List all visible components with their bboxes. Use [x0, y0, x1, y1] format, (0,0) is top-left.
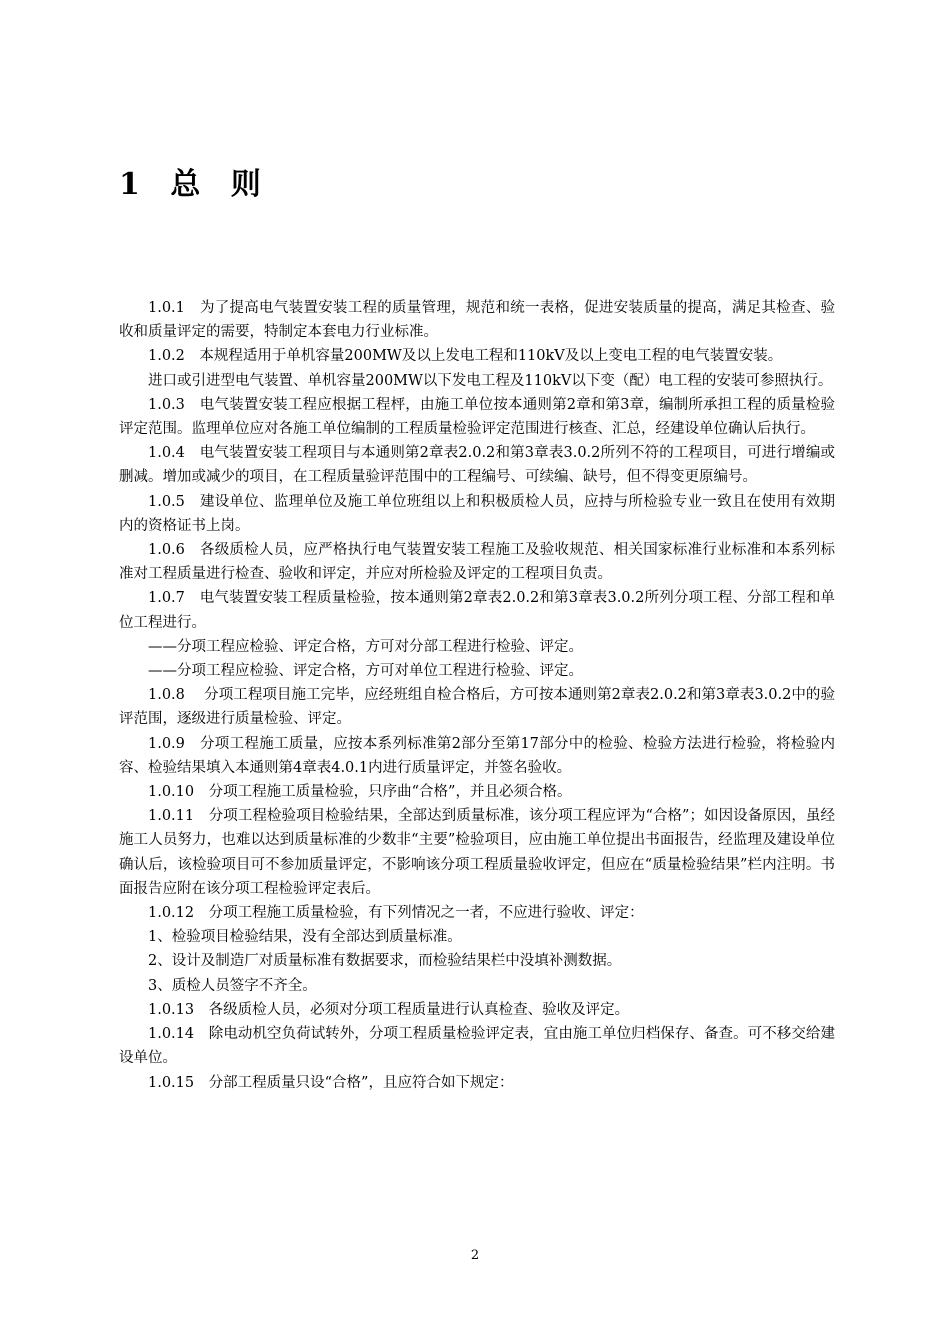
- clause-1-0-12-item-3: 3、质检人员签字不齐全。: [148, 977, 317, 994]
- clause-1-0-8: 1.0.8 分项工程项目施工完毕，应经班组自检合格后，方可按本通则第2章表2.0.2和第3章表3.0.2中的验评范围，逐级进行质量检验、评定。: [119, 687, 835, 728]
- clause-1-0-10: 1.0.10 分项工程施工质量检验，只序曲“合格”，并且必须合格。: [148, 784, 572, 801]
- clause-1-0-1: 1.0.1 为了提高电气装置安装工程的质量管理，规范和统一表格，促进安装质量的提高，满足其检查、验收和质量评定的需要，特制定本套电力行业标准。: [119, 300, 835, 341]
- clause-1-0-13: 1.0.13 各级质检人员，必须对分项工程质量进行认真检查、验收及评定。: [148, 1001, 630, 1018]
- clause-1-0-2-supplement: 进口或引进型电气装置、单机容量200MW以下发电工程及110kV以下变（配）电工程的安装可参照执行。: [148, 372, 833, 389]
- clause-1-0-7: 1.0.7 电气装置安装工程质量检验，按本通则第2章表2.0.2和第3章表3.0.2所列分项工程、分部工程和单位工程进行。: [119, 590, 835, 631]
- clause-1-0-12: 1.0.12 分项工程施工质量检验，有下列情况之一者，不应进行验收、评定：: [148, 905, 644, 922]
- clause-1-0-3: 1.0.3 电气装置安装工程应根据工程枰，由施工单位按本通则第2章和第3章，编制所承担工程的质量检验评定范围。监理单位应对各施工单位编制的工程质量检验评定范围进行核查、汇总，经建设单位确认后执行。: [119, 396, 835, 438]
- clause-1-0-7-item-1: ——分项工程应检验、评定合格，方可对分部工程进行检验、评定。: [148, 638, 583, 655]
- clause-1-0-11: 1.0.11 分项工程检验项目检验结果，全部达到质量标准，该分项工程应评为“合格”；如因设备原因，虽经施工人员努力，也难以达到质量标准的少数非“主要”检验项目，应由施工单位提出书面报告，经监理及建设单位确认后，该检验项目可不参加质量评定，不影响该分项工程质量验收评定，但应在“质量检验结果”栏内注明。书面报告应附在该分项工程检验评定表后。: [119, 808, 835, 897]
- body-text: [119, 296, 835, 1095]
- clause-1-0-14: 1.0.14 除电动机空负荷试转外，分项工程质量检验评定表，宜由施工单位归档保存、备查。可不移交给建设单位。: [119, 1026, 835, 1067]
- clause-1-0-6: 1.0.6 各级质检人员，应严格执行电气装置安装工程施工及验收规范、相关国家标准行业标准和本系列标准对工程质量进行检查、验收和评定，并应对所检验及评定的工程项目负责。: [119, 542, 835, 583]
- clause-1-0-2: 1.0.2 本规程适用于单机容量200MW及以上发电工程和110kV及以上变电工程的电气装置安装。: [148, 348, 783, 365]
- page-number: 2: [470, 1248, 480, 1263]
- clause-1-0-7-item-2: ——分项工程应检验、评定合格，方可对单位工程进行检验、评定。: [148, 663, 583, 680]
- clause-1-0-4: 1.0.4 电气装置安装工程项目与本通则第2章表2.0.2和第3章表3.0.2所列不符的工程项目，可进行增编或删减。增加或减少的项目，在工程质量验评范围中的工程编号、可续编、缺号，但不得变更原编号。: [119, 445, 835, 486]
- clause-1-0-9: 1.0.9 分项工程施工质量，应按本系列标准第2部分至第17部分中的检验、检验方法进行检验，将检验内容、检验结果填入本通则第4章表4.0.1内进行质量评定，并签名验收。: [119, 735, 835, 776]
- clause-1-0-12-item-2: 2、设计及制造厂对质量标准有数据要求，而检验结果栏中没填补测数据。: [148, 953, 622, 970]
- clause-1-0-12-item-1: 1、检验项目检验结果，没有全部达到质量标准。: [148, 929, 462, 946]
- clause-1-0-5: 1.0.5 建设单位、监理单位及施工单位班组以上和积极质检人员，应持与所检验专业一致且在使用有效期内的资格证书上岗。: [119, 493, 835, 534]
- clause-1-0-15: 1.0.15 分部工程质量只设“合格”，且应符合如下规定：: [148, 1074, 514, 1091]
- chapter-title: 1 总 则: [119, 167, 271, 202]
